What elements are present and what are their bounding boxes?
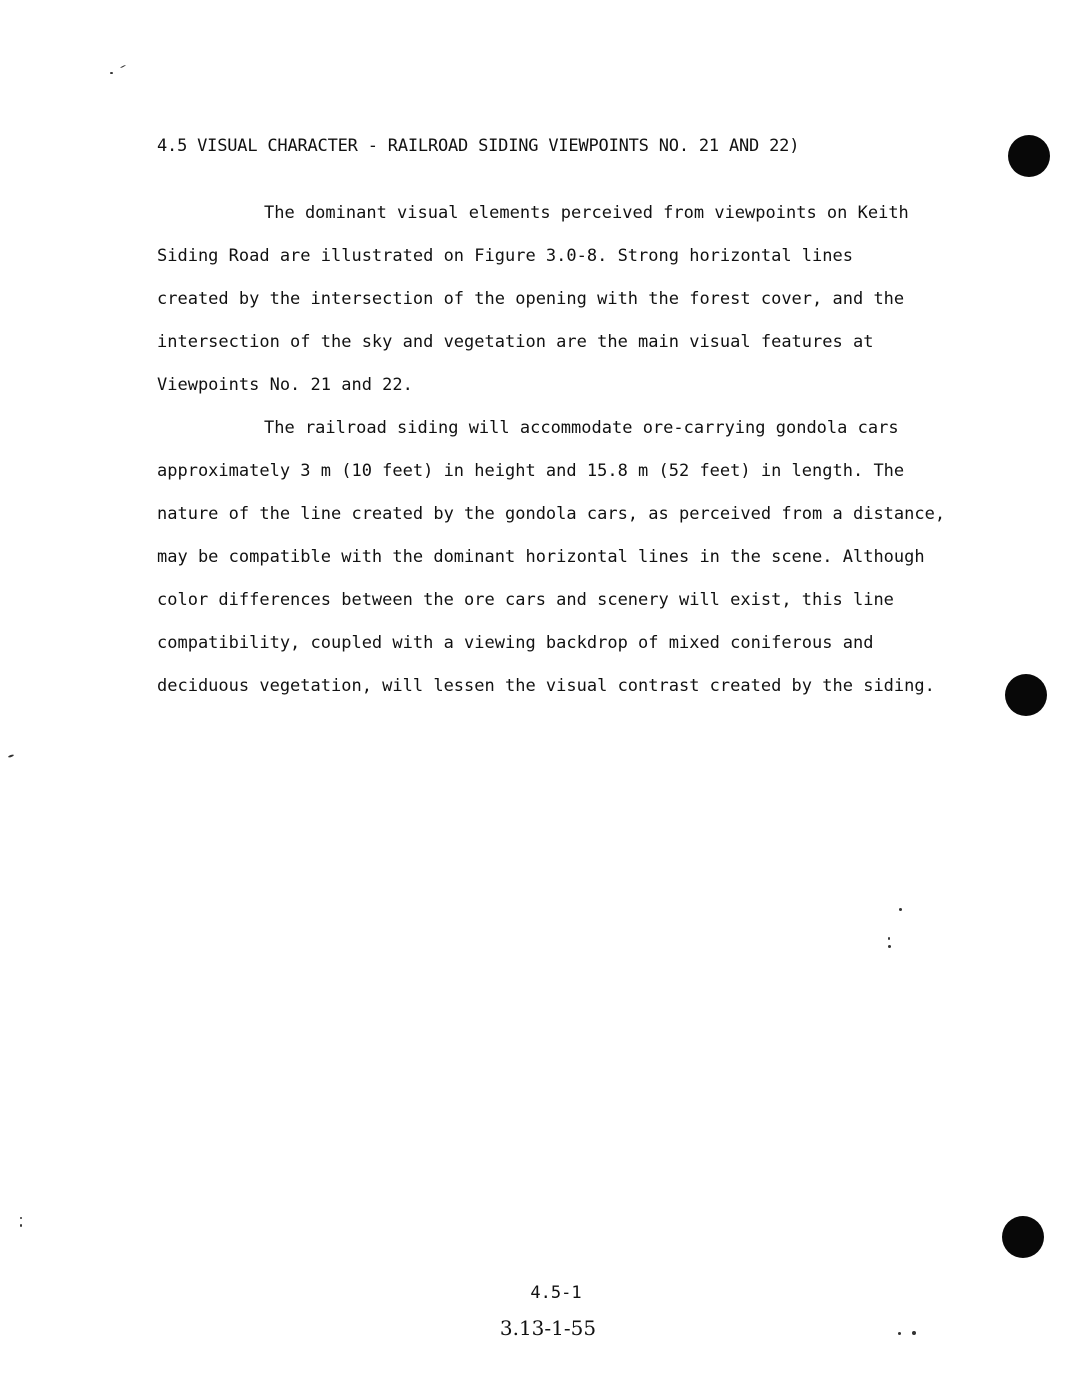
punch-hole [1005,674,1047,716]
paragraph-2-line-6: compatibility, coupled with a viewing backdrop of mixed coniferous and [157,633,874,653]
scan-speck [888,945,891,948]
scan-speck [20,1224,22,1227]
scan-speck [888,937,890,940]
scan-speck [110,72,113,74]
scan-speck [20,1217,22,1219]
paragraph-1-line-4: intersection of the sky and vegetation are the main visual features at [157,332,874,352]
document-number: 3.13-1-55 [499,1316,597,1340]
paragraph-1-line-5: Viewpoints No. 21 and 22. [157,375,413,395]
paragraph-1-line-1: The dominant visual elements perceived from viewpoints on Keith [264,203,909,223]
scan-speck [899,908,902,911]
scan-speck [8,754,14,758]
page-number: 4.5-1 [530,1283,582,1303]
body-text [157,192,997,708]
punch-hole [1002,1216,1044,1258]
paragraph-1-line-3: created by the intersection of the opening with the forest cover, and the [157,289,905,309]
paragraph-2-line-5: color differences between the ore cars and scenery will exist, this line [157,590,894,610]
paragraph-1-line-2: Siding Road are illustrated on Figure 3.0-8. Strong horizontal lines [157,246,853,266]
scan-speck [120,65,126,68]
paragraph-2-line-1: The railroad siding will accommodate ore-carrying gondola cars [264,418,899,438]
punch-hole [1008,135,1050,177]
paragraph-2-line-4: may be compatible with the dominant horizontal lines in the scene. Although [157,547,925,567]
paragraph-2-line-3: nature of the line created by the gondola cars, as perceived from a distance, [157,504,946,524]
section-heading: 4.5 VISUAL CHARACTER - RAILROAD SIDING VIEWPOINTS NO. 21 AND 22) [157,136,800,156]
paragraph-2-line-2: approximately 3 m (10 feet) in height and 15.8 m (52 feet) in length. The [157,461,905,481]
paragraph-2-line-7: deciduous vegetation, will lessen the visual contrast created by the siding. [157,676,935,696]
